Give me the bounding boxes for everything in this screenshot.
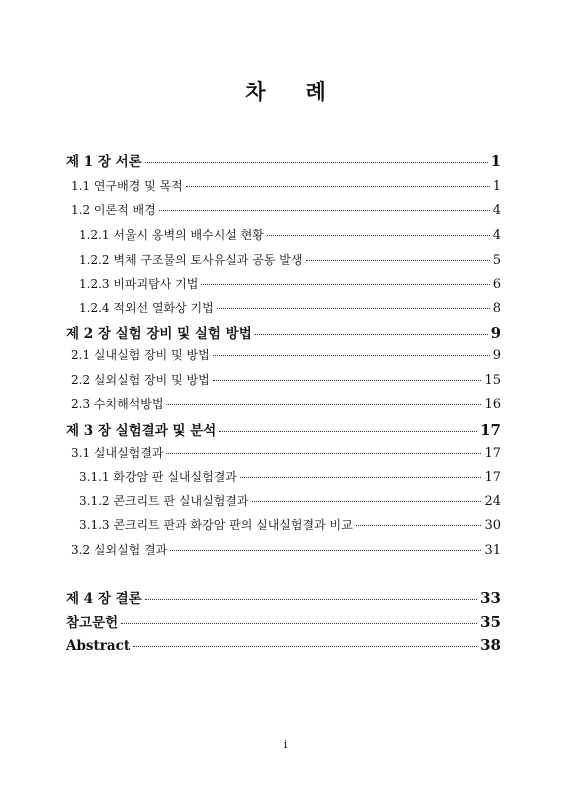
toc-entry-page: 1 (492, 179, 501, 194)
toc-dot-leader (306, 260, 490, 261)
toc-entry[interactable] (66, 251, 501, 268)
toc-entry-page: 31 (484, 543, 501, 558)
toc-entry[interactable] (66, 444, 501, 461)
toc-entry[interactable] (66, 201, 501, 218)
toc-entry-label: 2.2 실외실험 장비 및 방법 (71, 373, 210, 387)
toc-dot-leader (201, 284, 489, 285)
toc-entry-label: 3.1.3 콘크리트 판과 화강암 판의 실내실험결과 비교 (79, 518, 353, 532)
toc-entry[interactable] (66, 419, 501, 439)
toc-entry-page: 1 (490, 152, 501, 170)
toc-entry-page: 33 (480, 589, 501, 607)
toc-entry-page: 17 (480, 421, 501, 439)
toc-entry-page: 38 (480, 636, 501, 654)
toc-entry[interactable] (66, 346, 501, 363)
toc-entry-page: 16 (484, 397, 501, 412)
toc-entry-page: 35 (480, 613, 501, 631)
toc-entry-page: 4 (492, 203, 501, 218)
toc-entry-page: 15 (484, 373, 501, 388)
toc-dot-leader (186, 186, 490, 187)
toc-entry-label: 제 2 장 실험 장비 및 실험 방법 (66, 326, 252, 342)
toc-dot-leader (121, 623, 477, 624)
toc-entry[interactable] (66, 636, 501, 654)
toc-dot-leader (240, 477, 482, 478)
toc-entry[interactable] (66, 299, 501, 316)
toc-entry[interactable] (66, 516, 501, 533)
toc-entry[interactable] (66, 150, 501, 170)
toc-entry-page: 5 (492, 253, 501, 268)
toc-dot-leader (213, 355, 490, 356)
toc-dot-leader (267, 235, 490, 236)
toc-dot-leader (356, 525, 482, 526)
toc-entry[interactable] (66, 177, 501, 194)
toc-dot-leader (217, 308, 490, 309)
toc-entry[interactable] (66, 587, 501, 607)
toc-entry-label: 1.2 이론적 배경 (71, 203, 156, 217)
toc-title (0, 76, 571, 106)
toc-entry-label: 1.2.4 적외선 열화상 기법 (79, 301, 214, 315)
toc-entry-label: 1.1 연구배경 및 목적 (71, 179, 183, 193)
footer-page-number: i (283, 738, 288, 751)
toc-entry-page: 9 (490, 324, 501, 342)
toc-entry[interactable] (66, 322, 501, 342)
toc-dot-leader (133, 646, 477, 647)
toc-entry[interactable] (66, 611, 501, 631)
toc-entry-page: 30 (484, 518, 501, 533)
toc-entry-label: 1.2.3 비파괴탐사 기법 (79, 277, 199, 291)
toc-title-right: 례 (305, 79, 326, 104)
toc-entry-page: 17 (484, 446, 501, 461)
toc-dot-leader (219, 431, 477, 432)
toc-entry-page: 6 (492, 277, 501, 292)
toc-entry-label: 1.2.2 벽체 구조물의 토사유실과 공동 발생 (79, 253, 303, 267)
toc-entry-page: 4 (492, 228, 501, 243)
toc-dot-leader (255, 334, 488, 335)
toc-entry-label: 제 4 장 결론 (66, 591, 142, 607)
toc-entry[interactable] (66, 275, 501, 292)
toc-entry-page: 17 (484, 470, 501, 485)
toc-entry-label: 2.1 실내실험 장비 및 방법 (71, 348, 210, 362)
toc-entry-label: 1.2.1 서울시 옹벽의 배수시설 현황 (79, 228, 264, 242)
toc-entry-label: 참고문헌 (66, 615, 119, 631)
toc-entry-label: 3.1 실내실험결과 (71, 446, 164, 460)
toc-entry[interactable] (66, 541, 501, 558)
toc-entry-label: 3.2 실외실험 결과 (71, 543, 168, 557)
toc-dot-leader (213, 380, 482, 381)
toc-entry[interactable] (66, 492, 501, 509)
toc-dot-leader (145, 599, 477, 600)
toc-dot-leader (159, 210, 490, 211)
toc-entry[interactable] (66, 226, 501, 243)
toc-entry[interactable] (66, 468, 501, 485)
toc-dot-leader (166, 453, 481, 454)
toc-entry[interactable] (66, 371, 501, 388)
toc-entry-label: 2.3 수치해석방법 (71, 397, 164, 411)
toc-dot-leader (145, 162, 488, 163)
toc-title-left: 차 (245, 79, 266, 104)
toc-entry-label: Abstract (66, 638, 131, 654)
toc-dot-leader (170, 550, 481, 551)
toc-entry-label: 제 1 장 서론 (66, 154, 142, 170)
toc-dot-leader (166, 404, 481, 405)
toc-entry-page: 9 (492, 348, 501, 363)
toc-dot-leader (252, 501, 482, 502)
toc-entry[interactable] (66, 395, 501, 412)
toc-entry-label: 3.1.2 콘크리트 판 실내실험결과 (79, 494, 249, 508)
toc-entry-page: 8 (492, 301, 501, 316)
toc-entry-label: 3.1.1 화강암 판 실내실험결과 (79, 470, 237, 484)
toc-entry-label: 제 3 장 실험결과 및 분석 (66, 423, 217, 439)
toc-entry-page: 24 (484, 494, 501, 509)
